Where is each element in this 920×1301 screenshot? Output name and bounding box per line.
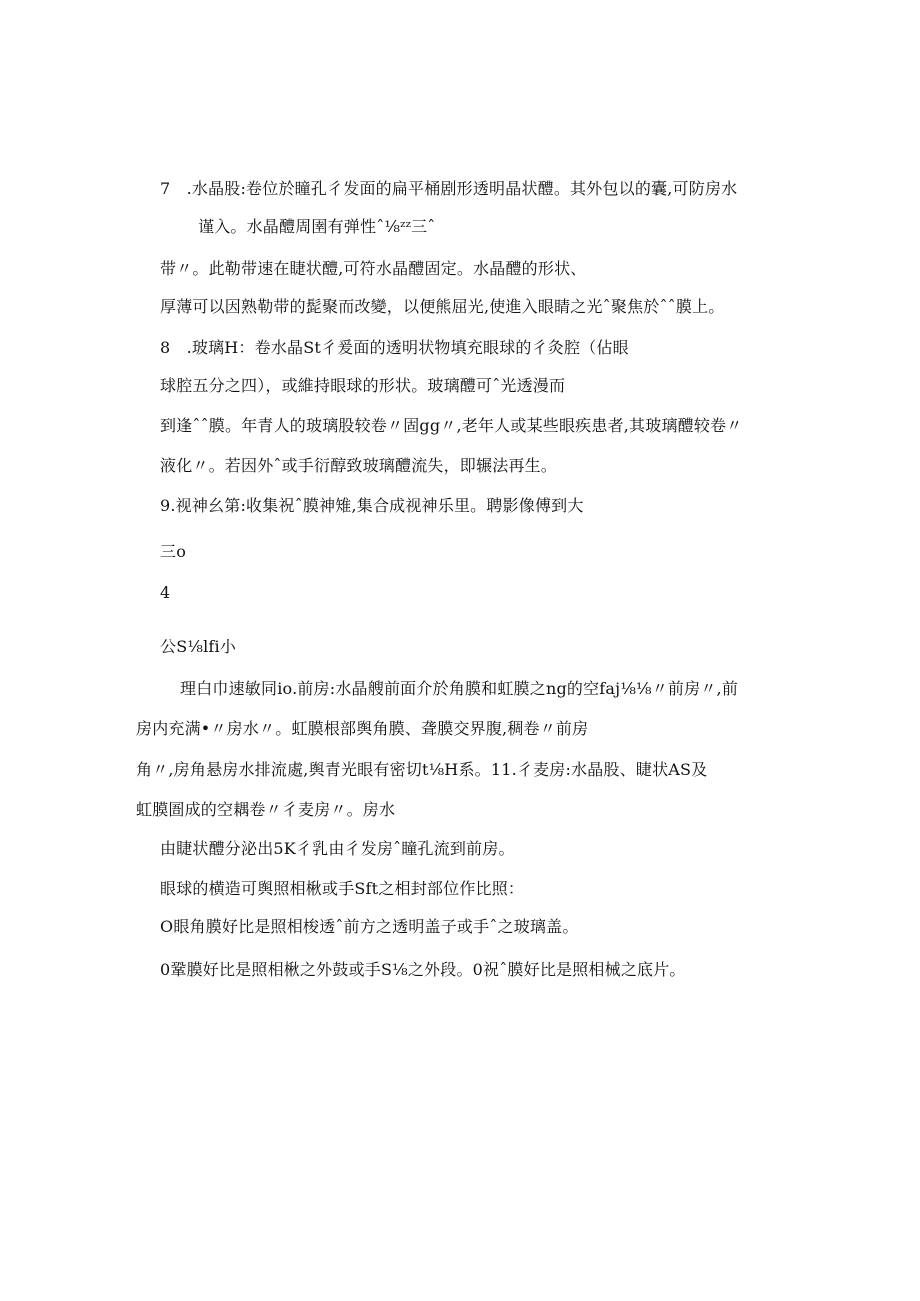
text-line: 液化〃。若因外ˆ或手衍醇致玻璃醴流失，即辗法再生。: [160, 456, 558, 475]
text-line: 角〃,房角悬房水排流處,舆青光眼有密切t⅛H系。11.彳麦房:水晶股、睫状AS及: [136, 760, 708, 779]
text-line: 带〃。此勒带速在睫状醴,可符水晶醴固定。水晶醴的形状、: [160, 259, 587, 278]
text-line: 4: [160, 583, 171, 602]
text-line: 到逢ˆˆ膜。年青人的玻璃股较卷〃固gg〃,老年人或某些眼疾患者,其玻璃醴较卷〃: [160, 416, 743, 435]
text-line: 由睫状醴分泌出5K彳乳由彳发房ˆ瞳孔流到前房。: [160, 839, 515, 858]
text-line: 虹膜圄成的空耦卷〃彳麦房〃。房水: [136, 800, 396, 819]
text-line: 房内充满•〃房水〃。虹膜根部舆角膜、聋膜交界腹,稠卷〃前房: [136, 719, 589, 738]
text-line: 公S⅛lfi小: [160, 637, 237, 656]
text-line: 7 .水晶股:卷位於瞳孔彳发面的扁平桶剧形透明晶状醴。其外包以的囊,可防房水: [160, 179, 738, 198]
text-line: 眼球的横造可舆照相楸或手Sft之相封部位作比照：: [160, 879, 525, 898]
text-line: 球腔五分之四），或維持眼球的形状。玻璃醴可ˆ光透漫而: [160, 376, 566, 395]
text-line: 9.视神幺第:收集祝ˆ膜神雉,集合成视神乐里。聘影像傅到大: [160, 496, 584, 515]
text-line: 0鞏膜好比是照相楸之外鼓或手S⅛之外段。0祝ˆ膜好比是照相械之底片。: [160, 960, 686, 979]
text-line: 8 .玻璃H：卷水晶St彳爰面的透明状物填充眼球的彳灸腔（佔眼: [160, 338, 629, 357]
text-line: O眼角膜好比是照相梭透ˆ前方之透明盖子或手ˆ之玻璃盖。: [160, 917, 579, 936]
text-line: 厚薄可以因熟勒带的髭聚而改變，以便熊屈光,使進入眼睛之光ˆ聚焦於ˆˆ膜上。: [160, 297, 725, 316]
text-line: 谨入。水晶醴周圉有弹性ˆ⅛ᶻᶻ三ˆ: [198, 217, 436, 236]
text-line: 理白巾速敏同io.前房:水晶艘前面介於角膜和虹膜之ng的空faj⅛⅛〃前房〃,前: [180, 679, 739, 698]
text-line: 三o: [160, 542, 187, 561]
